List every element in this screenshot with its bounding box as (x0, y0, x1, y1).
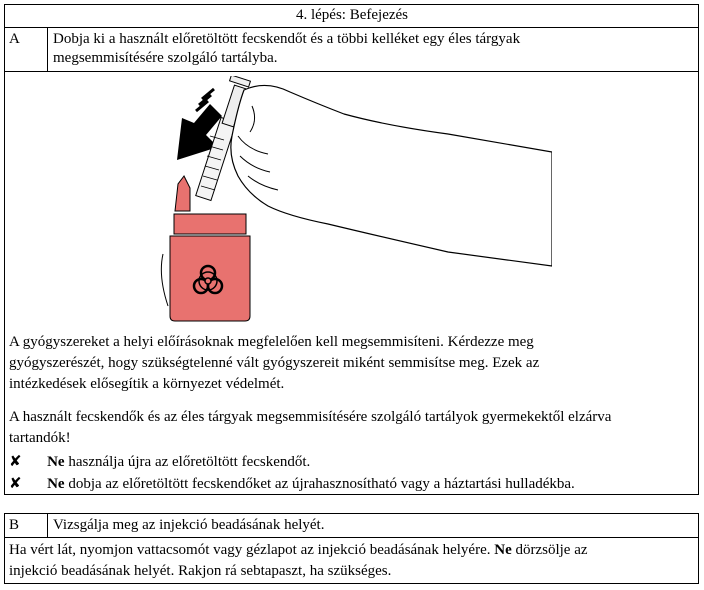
section-a-letter: A (9, 31, 20, 47)
disposal-paragraph-line2: gyógyszerészét, hogy szükségtelenné vált gyógyszereit miként semmisítse meg. Ezek az (9, 355, 540, 371)
disposal-paragraph-line1: A gyógyszereket a helyi előírásoknak megfelelően kell megsemmisíteni. Kérdezze meg (9, 334, 534, 350)
section-b-line1-end: dörzsölje az (511, 542, 588, 558)
bullet-text: dobja az előretöltött fecskendőket az újrahasznosítható vagy a háztartási hulladékba. (64, 476, 575, 492)
disposal-paragraph-line3: intézkedések elősegítik a környezet védelmét. (9, 376, 285, 392)
warning-bullet-1 (9, 451, 310, 473)
section-a-heading-line2: megsemmisítésére szolgáló tartályba. (53, 50, 278, 66)
bullet-text: használja újra az előretöltött fecskendőt. (64, 454, 311, 470)
hand (231, 85, 552, 266)
section-b-line1-start: Ha vért lát, nyomjon vattacsomót vagy gézlapot az injekció beadásának helyére. (9, 542, 495, 558)
section-a-heading-line1: Dobja ki a használt előretöltött fecskendőt és a többi kelléket egy éles tárgyak (53, 31, 521, 47)
divider (4, 71, 699, 72)
bullet-bold-word: Ne (47, 454, 65, 470)
keep-away-paragraph-line1: A használt fecskendők és az éles tárgyak megsemmisítésére szolgáló tartályok gyermekektől elzárva (9, 409, 612, 425)
section-b-line2: injekció beadásának helyét. Rakjon rá sebtapaszt, ha szükséges. (9, 563, 392, 579)
divider (47, 27, 48, 71)
section-b-heading: Vizsgálja meg az injekció beadásának helyét. (53, 517, 325, 533)
divider (4, 27, 699, 28)
step-title: 4. lépés: Befejezés (295, 7, 409, 23)
cross-icon: ✘ (9, 474, 22, 492)
section-b-line1 (9, 540, 588, 561)
disposal-illustration (148, 76, 552, 322)
section-b-bold-word: Ne (494, 542, 512, 558)
section-b-letter: B (9, 517, 20, 533)
cross-icon: ✘ (9, 452, 22, 470)
keep-away-paragraph-line2: tartandók! (9, 430, 71, 446)
divider (47, 513, 48, 537)
bullet-bold-word: Ne (47, 476, 65, 492)
warning-bullet-2 (9, 473, 575, 495)
divider (4, 537, 699, 538)
